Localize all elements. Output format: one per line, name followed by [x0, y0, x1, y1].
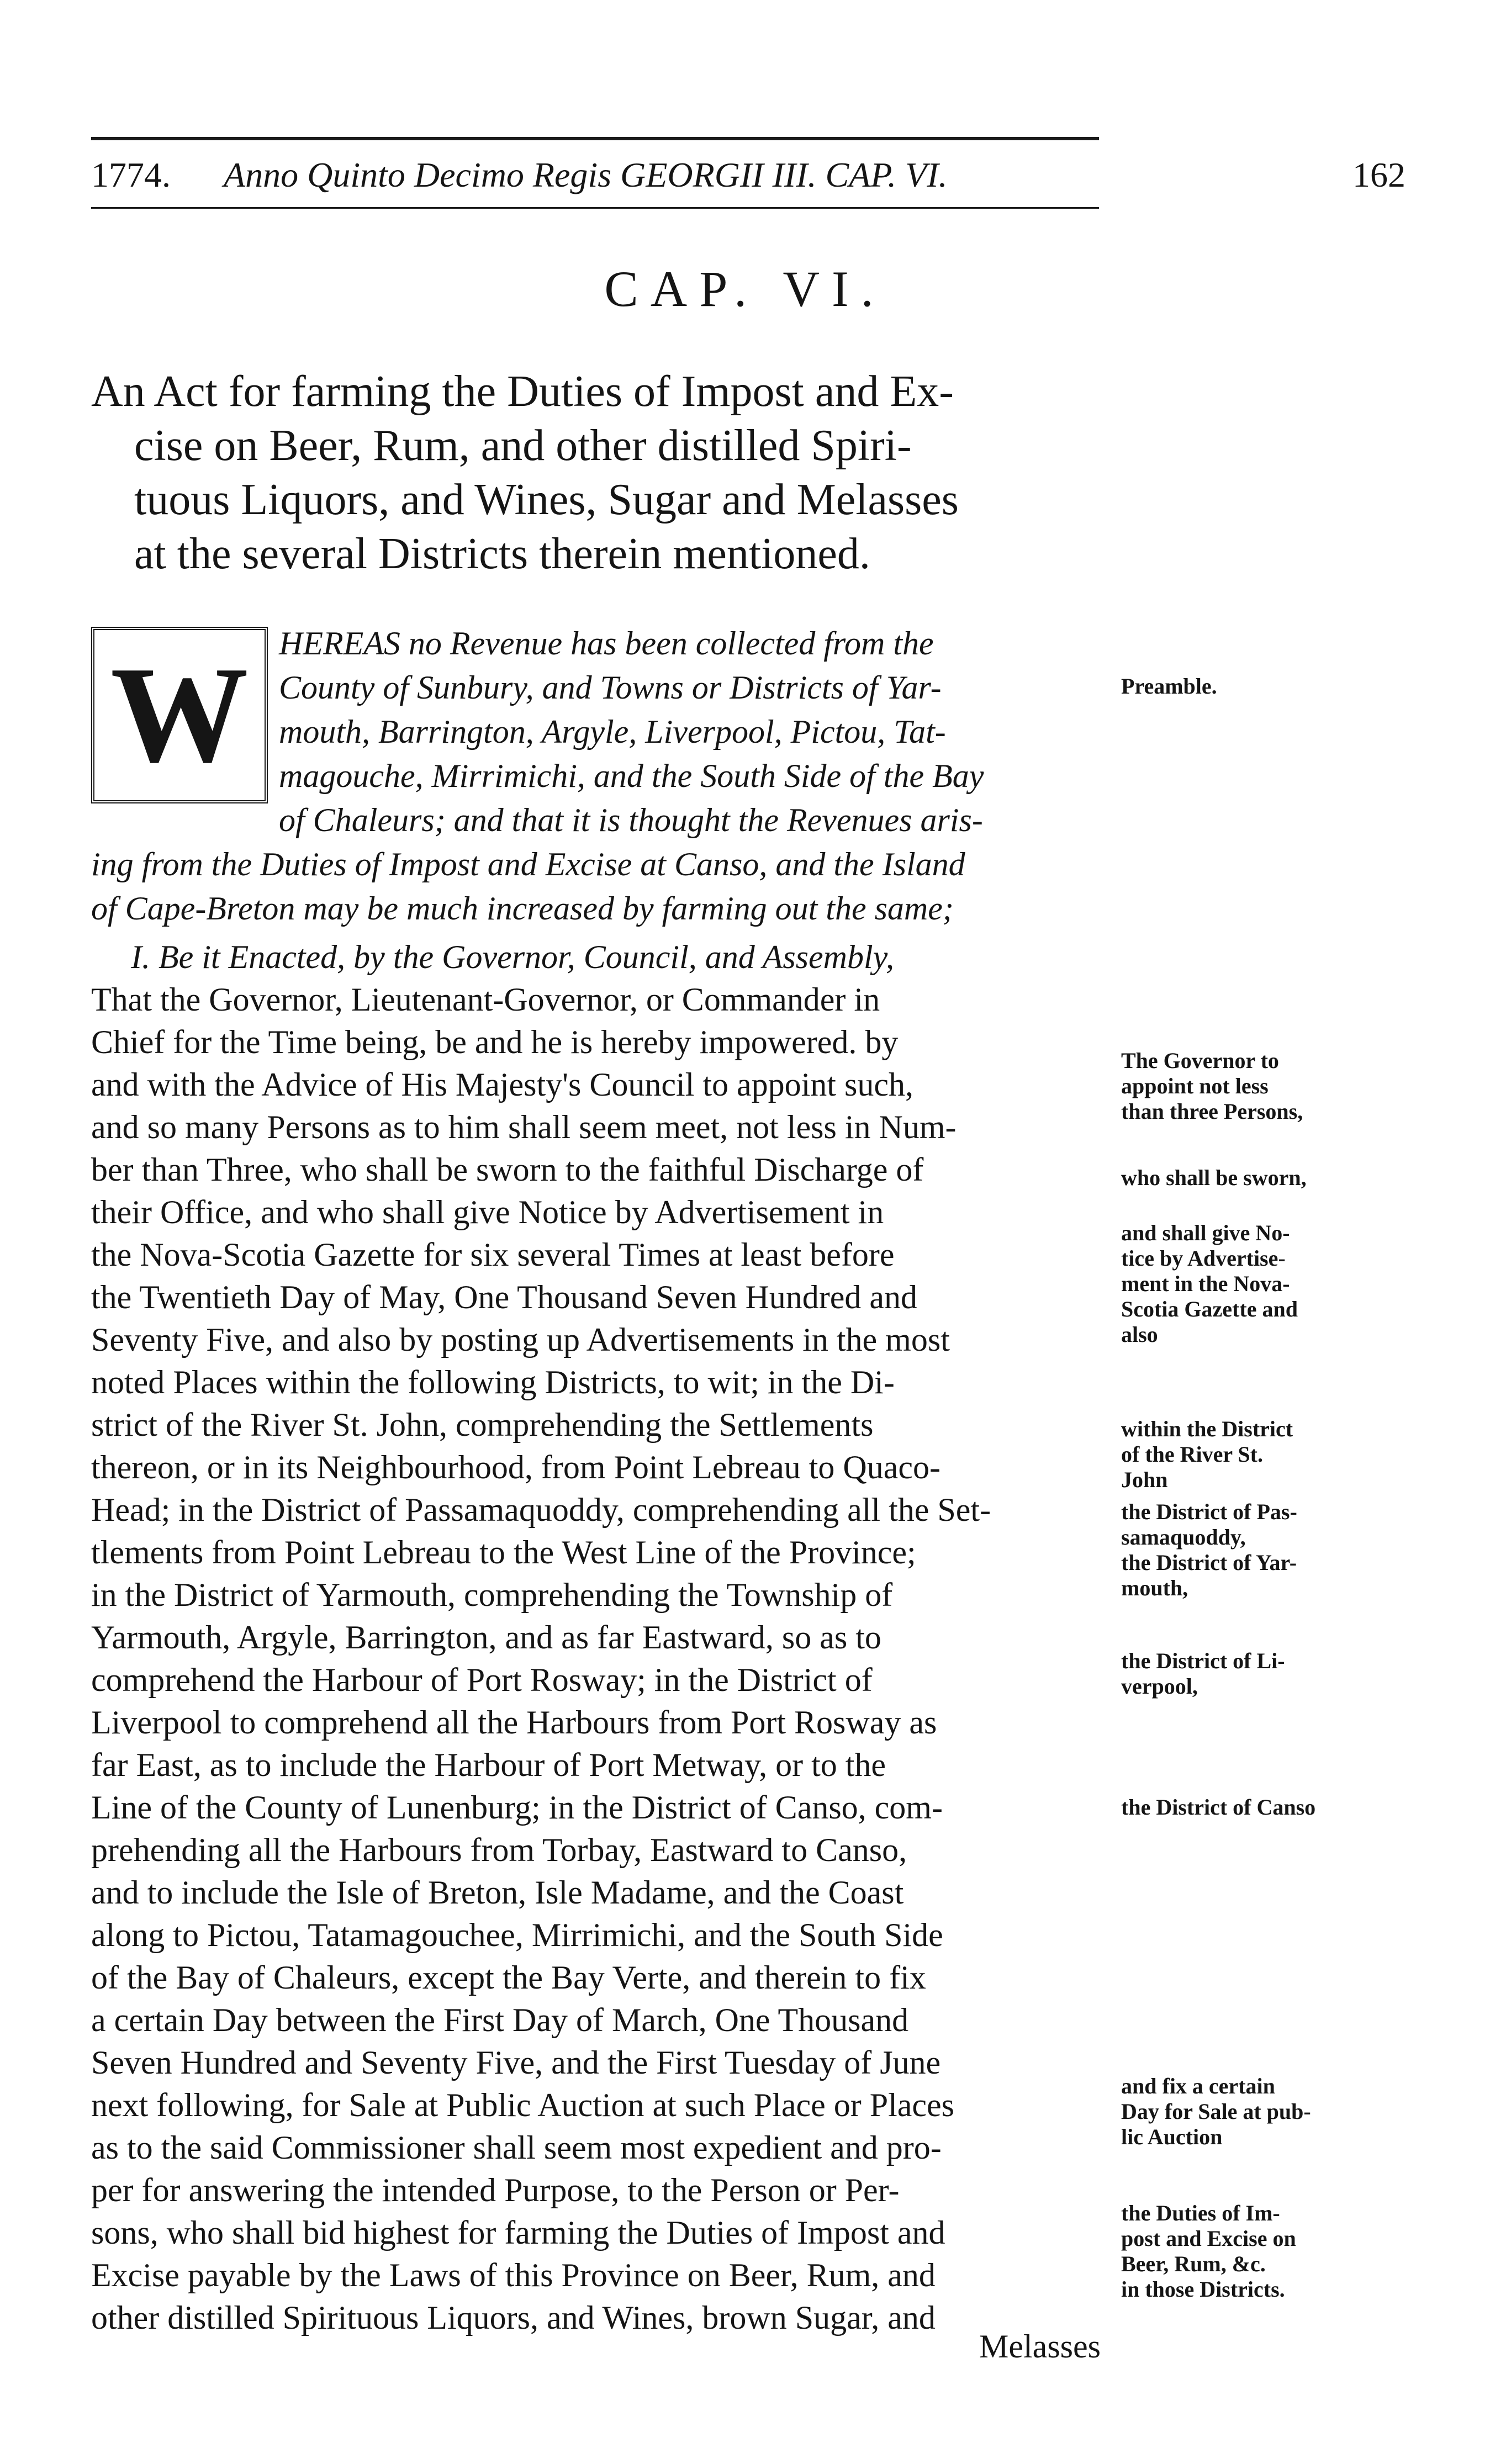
margin-note-line: appoint not less [1121, 1074, 1269, 1098]
section-line: noted Places within the following Districts, to wit; in the Di- [91, 1364, 895, 1400]
margin-note-line: verpool, [1121, 1674, 1198, 1699]
section-line: I. Be it Enacted, by the Governor, Council, and Assembly, [131, 939, 894, 975]
margin-note-line: the District of Canso [1121, 1795, 1316, 1820]
section-line: the Twentieth Day of May, One Thousand Seven Hundred and [91, 1279, 918, 1315]
section-line: comprehend the Harbour of Port Rosway; in the District of [91, 1662, 873, 1698]
preamble-line: of Cape-Breton may be much increased by farming out the same; [91, 890, 954, 927]
section-line: their Office, and who shall give Notice by Advertisement in [91, 1194, 884, 1230]
margin-note-line: mouth, [1121, 1575, 1188, 1600]
preamble-line: mouth, Barrington, Argyle, Liverpool, Pictou, Tat- [279, 713, 946, 750]
section-line: of the Bay of Chaleurs, except the Bay Verte, and therein to fix [91, 1959, 926, 1996]
margin-note-notice [1121, 1220, 1408, 1347]
section-line: Chief for the Time being, be and he is hereby impowered. by [91, 1024, 899, 1060]
margin-note-line: who shall be sworn, [1121, 1165, 1307, 1190]
margin-note-line: the District of Yar- [1121, 1550, 1297, 1575]
section-line: far East, as to include the Harbour of Port Metway, or to the [91, 1747, 886, 1783]
margin-note-line: tice by Advertise- [1121, 1246, 1286, 1271]
margin-note-line: the Duties of Im- [1121, 2201, 1280, 2225]
section-line: sons, who shall bid highest for farming the Duties of Impost and [91, 2214, 945, 2251]
margin-note-line: lic Auction [1121, 2124, 1223, 2149]
margin-note-line: samaquoddy, [1121, 1525, 1246, 1550]
margin-note-line: ment in the Nova- [1121, 1271, 1290, 1296]
margin-note-preamble [1121, 674, 1408, 699]
header-year: 1774. [91, 155, 171, 194]
section-line: and so many Persons as to him shall seem meet, not less in Num- [91, 1109, 957, 1145]
preamble-line: of Chaleurs; and that it is thought the Revenues aris- [279, 802, 983, 838]
running-header [91, 150, 1406, 200]
margin-note-line: in those Districts. [1121, 2277, 1285, 2302]
margin-note-sworn [1121, 1165, 1408, 1191]
margin-note-passamaquoddy [1121, 1499, 1408, 1601]
preamble-line: HEREAS no Revenue has been collected from the [279, 625, 934, 662]
margin-note-canso [1121, 1795, 1408, 1820]
margin-note-line: post and Excise on [1121, 2226, 1296, 2251]
margin-note-line: and shall give No- [1121, 1220, 1290, 1245]
section-line: That the Governor, Lieutenant-Governor, or Commander in [91, 981, 880, 1018]
section-line: Yarmouth, Argyle, Barrington, and as far Eastward, so as to [91, 1619, 881, 1656]
section-line: Head; in the District of Passamaquoddy, comprehending all the Set- [91, 1492, 991, 1528]
preamble-line: magouche, Mirrimichi, and the South Side of the Bay [279, 758, 984, 794]
section-line: other distilled Spirituous Liquors, and Wines, brown Sugar, and [91, 2299, 936, 2336]
section-line: Seventy Five, and also by posting up Advertisements in the most [91, 1321, 950, 1358]
section-line: strict of the River St. John, comprehending the Settlements [91, 1407, 874, 1443]
header-rule-top [91, 137, 1099, 140]
section-line: in the District of Yarmouth, comprehending the Township of [91, 1577, 893, 1613]
section-line: and to include the Isle of Breton, Isle Madame, and the Coast [91, 1874, 904, 1911]
page-number: 162 [1352, 155, 1406, 194]
section-line: Excise payable by the Laws of this Province on Beer, Rum, and [91, 2257, 936, 2293]
margin-note-liverpool [1121, 1648, 1408, 1699]
section-line: next following, for Sale at Public Auction at such Place or Places [91, 2087, 954, 2123]
section-line: the Nova-Scotia Gazette for six several Times at least before [91, 1236, 895, 1273]
margin-note-line: and fix a certain [1121, 2074, 1275, 2098]
act-title-line: An Act for farming the Duties of Impost and Ex- [91, 367, 954, 416]
section-line: along to Pictou, Tatamagouchee, Mirrimichi, and the South Side [91, 1917, 943, 1953]
section-line: Liverpool to comprehend all the Harbours from Port Rosway as [91, 1704, 937, 1741]
section-line: Seven Hundred and Seventy Five, and the First Tuesday of June [91, 2044, 941, 2081]
margin-note-line: also [1121, 1322, 1158, 1347]
margin-note-line: than three Persons, [1121, 1099, 1303, 1124]
margin-note-line: Day for Sale at pub- [1121, 2099, 1311, 2124]
margin-note-line: the District of Li- [1121, 1648, 1285, 1673]
catchword: Melasses [979, 2328, 1101, 2365]
header-rule-bottom [91, 207, 1099, 209]
margin-note-governor [1121, 1048, 1408, 1124]
drop-cap: W [110, 638, 249, 791]
section-line: a certain Day between the First Day of March, One Thousand [91, 2002, 909, 2038]
margin-note-duties [1121, 2201, 1408, 2302]
act-title-line: tuous Liquors, and Wines, Sugar and Melasses [134, 475, 959, 524]
act-title [91, 364, 1113, 581]
margin-note-line: Scotia Gazette and [1121, 1297, 1298, 1321]
section-line: prehending all the Harbours from Torbay, Eastward to Canso, [91, 1832, 907, 1868]
header-title: Anno Quinto Decimo Regis GEORGII III. CAP. VI. [224, 155, 948, 194]
margin-note-auction [1121, 2074, 1408, 2150]
section-line: thereon, or in its Neighbourhood, from Point Lebreau to Quaco- [91, 1449, 941, 1485]
act-title-line: at the several Districts therein mentioned. [134, 530, 870, 578]
chapter-heading: CAP. VI. [604, 261, 886, 317]
margin-note-line: The Governor to [1121, 1048, 1279, 1073]
section-line: per for answering the intended Purpose, to the Person or Per- [91, 2172, 900, 2208]
section-line: and with the Advice of His Majesty's Council to appoint such, [91, 1066, 913, 1103]
margin-note-st-john [1121, 1416, 1408, 1493]
margin-note-line: the District of Pas- [1121, 1499, 1297, 1524]
preamble-line: County of Sunbury, and Towns or Districts of Yar- [279, 669, 942, 706]
act-title-line: cise on Beer, Rum, and other distilled Spiri- [134, 421, 912, 470]
section-line: ber than Three, who shall be sworn to the faithful Discharge of [91, 1151, 924, 1188]
preamble-line: ing from the Duties of Impost and Excise at Canso, and the Island [91, 846, 965, 882]
section-line: tlements from Point Lebreau to the West Line of the Province; [91, 1534, 916, 1571]
section-one [91, 936, 1102, 2339]
margin-note-line: within the District [1121, 1416, 1293, 1441]
margin-note-line: Preamble. [1121, 674, 1217, 699]
margin-note-line: John [1121, 1467, 1168, 1492]
margin-note-line: of the River St. [1121, 1442, 1263, 1467]
preamble-paragraph [91, 621, 1102, 930]
margin-note-line: Beer, Rum, &c. [1121, 2251, 1266, 2276]
section-line: Line of the County of Lunenburg; in the District of Canso, com- [91, 1789, 943, 1826]
section-line: as to the said Commissioner shall seem most expedient and pro- [91, 2129, 942, 2166]
